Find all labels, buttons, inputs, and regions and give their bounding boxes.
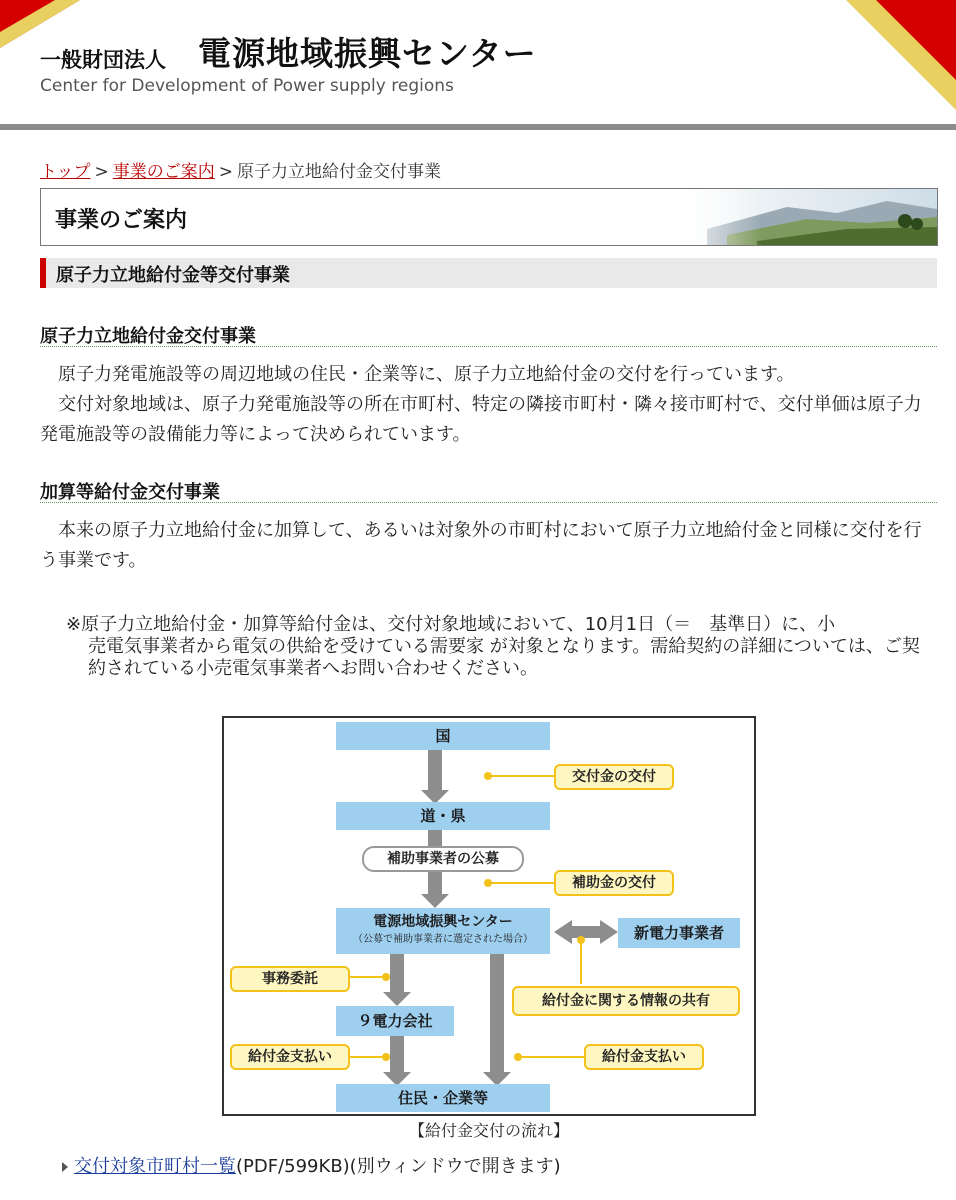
arrow-shaft (390, 1036, 404, 1074)
arrow-shaft (490, 954, 504, 1074)
org-name-logo[interactable]: 電源地域振興センター (198, 34, 537, 73)
eligibility-note (66, 614, 936, 680)
connector-dot (382, 1053, 390, 1061)
link-arrow-icon (62, 1162, 68, 1172)
site-header (0, 0, 956, 125)
diagram-caption: 【給付金交付の流れ】 (408, 1121, 569, 1140)
subsection-divider-2 (40, 502, 937, 503)
label-subsidy-issuance: 補助金の交付 (554, 870, 674, 896)
connector-dot (577, 936, 585, 944)
label-grant-issuance: 交付金の交付 (554, 764, 674, 790)
landscape-image (667, 189, 937, 245)
note-line-1: ※原子力立地給付金・加算等給付金は、交付対象地域において、10月1日（＝ 基準日）に、小 (66, 614, 836, 635)
subsection-2-paragraph-1: 本来の原子力立地給付金に加算して、あるいは対象外の市町村において原子力立地給付金と同様に交付を行う事業です。 (40, 520, 922, 571)
org-type-label: 一般財団法人 (40, 48, 166, 72)
node-prefecture: 道・県 (336, 802, 550, 830)
header-divider (0, 124, 956, 130)
node-national-government: 国 (336, 722, 550, 750)
label-payment-left: 給付金支払い (230, 1044, 350, 1070)
corner-decoration-right (846, 0, 956, 110)
breadcrumb-separator: > (94, 162, 109, 182)
label-administrative-delegation: 事務委託 (230, 966, 350, 992)
left-arrow-head (554, 920, 572, 944)
municipality-list-link[interactable]: 交付対象市町村一覧 (74, 1156, 236, 1177)
down-arrow-head (421, 894, 449, 908)
arrow-shaft (428, 872, 442, 896)
node-subsidy-recruitment: 補助事業者の公募 (362, 846, 524, 872)
connector-line (488, 882, 554, 884)
breadcrumb-current: 原子力立地給付金交付事業 (237, 162, 441, 182)
subsection-title-1: 原子力立地給付金交付事業 (40, 326, 256, 347)
down-arrow-head (383, 992, 411, 1006)
node-center-title: 電源地域振興センター (373, 914, 513, 930)
section-banner (40, 188, 938, 246)
breadcrumb-link-business[interactable]: 事業のご案内 (112, 162, 215, 182)
node-center-subtitle: （公募で補助事業者に選定された場合） (353, 934, 533, 945)
link-file-info: (PDF/599KB)(別ウィンドウで開きます) (236, 1156, 561, 1177)
node-new-power-company: 新電力事業者 (618, 918, 740, 948)
connector-line (520, 1056, 584, 1058)
connector-dot (514, 1053, 522, 1061)
connector-line (350, 1056, 386, 1058)
arrow-shaft (390, 954, 404, 994)
subsection-divider-1 (40, 346, 937, 347)
node-nine-power-companies: ９電力会社 (336, 1006, 454, 1036)
arrow-shaft (428, 828, 442, 846)
page-heading (40, 258, 937, 288)
node-residents-businesses: 住民・企業等 (336, 1084, 550, 1112)
subsection-title-2: 加算等給付金交付事業 (40, 482, 220, 503)
page-heading-text: 原子力立地給付金等交付事業 (56, 265, 290, 286)
subsection-1-paragraph-2: 交付対象地域は、原子力発電施設等の所在市町村、特定の隣接市町村・隣々接市町村で、交付単価は原子力発電施設等の設備能力等によって決められています。 (40, 394, 922, 445)
note-line-rest: 売電気事業者から電気の供給を受けている需要家 が対象となります。需給契約の詳細については、ご契約されている小売電気事業者へお問い合わせください。 (88, 636, 920, 679)
org-name-english: Center for Development of Power supply regions (40, 76, 454, 96)
connector-line (580, 940, 582, 984)
section-title: 事業のご案内 (55, 208, 188, 233)
document-link-row (62, 1152, 561, 1178)
subsection-1-paragraph-1: 原子力発電施設等の周辺地域の住民・企業等に、原子力立地給付金の交付を行っています。 (58, 364, 795, 385)
right-arrow-head (600, 920, 618, 944)
connector-dot (382, 973, 390, 981)
breadcrumb-separator: > (218, 162, 233, 182)
label-payment-right: 給付金支払い (584, 1044, 704, 1070)
connector-line (350, 976, 386, 978)
node-center (336, 908, 550, 954)
breadcrumb (40, 157, 441, 182)
connector-line (488, 775, 554, 777)
payment-flow-diagram (222, 716, 756, 1116)
arrow-shaft (572, 926, 600, 938)
arrow-shaft (428, 748, 442, 792)
label-information-sharing: 給付金に関する情報の共有 (512, 986, 740, 1016)
breadcrumb-link-top[interactable]: トップ (40, 162, 91, 182)
